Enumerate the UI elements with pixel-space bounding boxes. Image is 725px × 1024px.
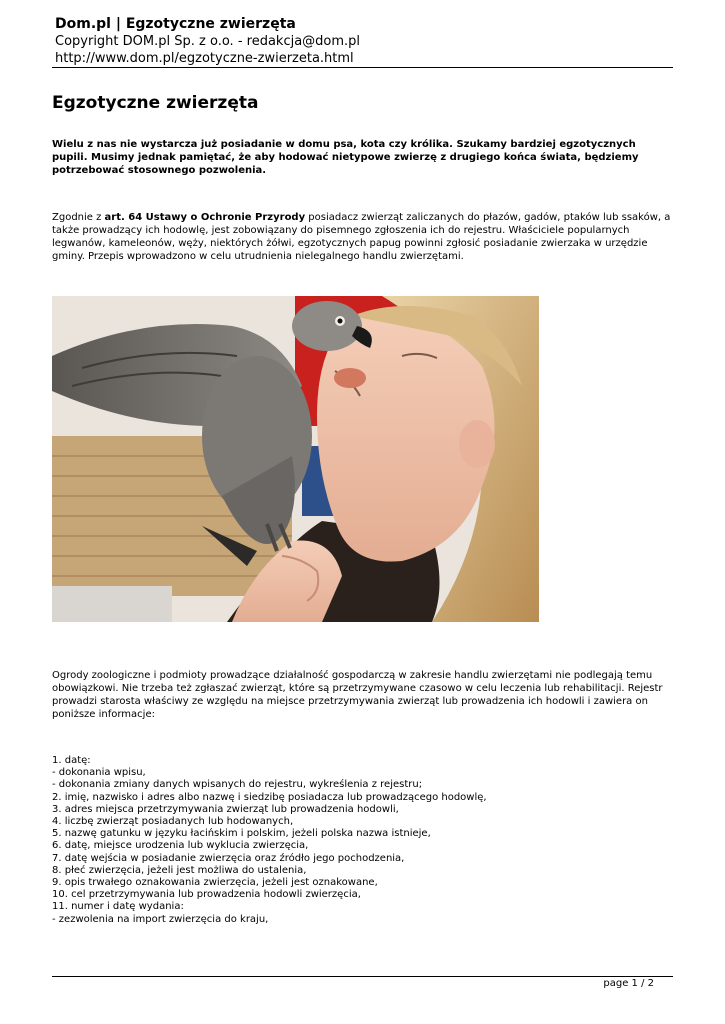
paragraph-2: Ogrody zoologiczne i podmioty prowadzące działalność gospodarczą w zakresie handlu zwierzętami nie podlegają temu obowiązkowi. Nie trzeba też zgłaszać zwierząt, które są przetrzymywane czasowo w celu leczenia lub rehabilitacji. Rejestr prowadzi starosta właściwy ze względu na miejsce przetrzymywania zwierząt lub prowadzenia ich hodowli i zawiera on poniższe informacje: — [52, 670, 663, 720]
list-item: - dokonania wpisu, — [52, 767, 146, 779]
law-reference: art. 64 Ustawy o Ochronie Przyrody — [104, 212, 306, 223]
list-item: 4. liczbę zwierząt posiadanych lub hodowanych, — [52, 816, 294, 828]
paragraph-1-intro: Zgodnie z — [52, 212, 105, 223]
article-photo — [52, 296, 539, 622]
parrot-woman-photo — [52, 296, 539, 622]
header-title: Dom.pl | Egzotyczne zwierzęta — [55, 16, 296, 32]
list-item: 7. datę wejścia w posiadanie zwierzęcia oraz źródło jego pochodzenia, — [52, 852, 405, 864]
list-item: 3. adres miejsca przetrzymywania zwierząt lub prowadzenia hodowli, — [52, 803, 399, 815]
list-item: 10. cel przetrzymywania lub prowadzenia hodowli zwierzęcia, — [52, 889, 361, 901]
list-item: 6. datę, miejsce urodzenia lub wyklucia zwierzęcia, — [52, 840, 309, 852]
paragraph-1 — [52, 211, 672, 263]
list-item: 8. płeć zwierzęcia, jeżeli jest możliwa do ustalenia, — [52, 864, 307, 876]
footer-divider — [52, 976, 673, 977]
paragraph-1-rest: posiadacz zwierząt zaliczanych do płazów, gadów, ptaków lub ssaków, a także prowadzący ich hodowlę, jest zobowiązany do pisemnego zgłoszenia ich do rejestru. Właściciele popularnych legwanów, kameleonów, węży, niektórych żółwi, egzotycznych papug powinni zgłosić posiadanie zwierzaka w urzędzie gminy. Przepis wprowadzono w celu utrudnienia nielegalnego handlu zwierzętami. — [52, 212, 671, 262]
list-item: - dokonania zmiany danych wpisanych do rejestru, wykreślenia z rejestru; — [52, 779, 423, 791]
header-divider — [52, 67, 673, 68]
header-url[interactable]: http://www.dom.pl/egzotyczne-zwierzeta.html — [55, 51, 354, 66]
register-info-list — [52, 755, 672, 926]
page-number: page 1 / 2 — [603, 978, 654, 989]
list-item: 1. datę: — [52, 755, 91, 766]
list-item: 5. nazwę gatunku w języku łacińskim i polskim, jeżeli polska nazwa istnieje, — [52, 828, 431, 840]
list-item: 9. opis trwałego oznakowania zwierzęcia, jeżeli jest oznakowane, — [52, 877, 378, 889]
list-item: - zezwolenia na import zwierzęcia do kraju, — [52, 913, 269, 925]
article-title: Egzotyczne zwierzęta — [52, 93, 259, 113]
document-header — [55, 16, 675, 67]
list-item: 2. imię, nazwisko i adres albo nazwę i siedzibę posiadacza lub prowadzącego hodowlę, — [52, 791, 487, 803]
list-item: 11. numer i datę wydania: — [52, 901, 184, 913]
article-lead: Wielu z nas nie wystarcza już posiadanie w domu psa, kota czy królika. Szukamy bardziej egzotycznych pupili. Musimy jednak pamiętać, że aby hodować nietypowe zwierzę z drugiego końca świata, będziemy potrzebować stosownego pozwolenia. — [52, 139, 639, 176]
header-copyright: Copyright DOM.pl Sp. z o.o. - redakcja@dom.pl — [55, 34, 361, 49]
